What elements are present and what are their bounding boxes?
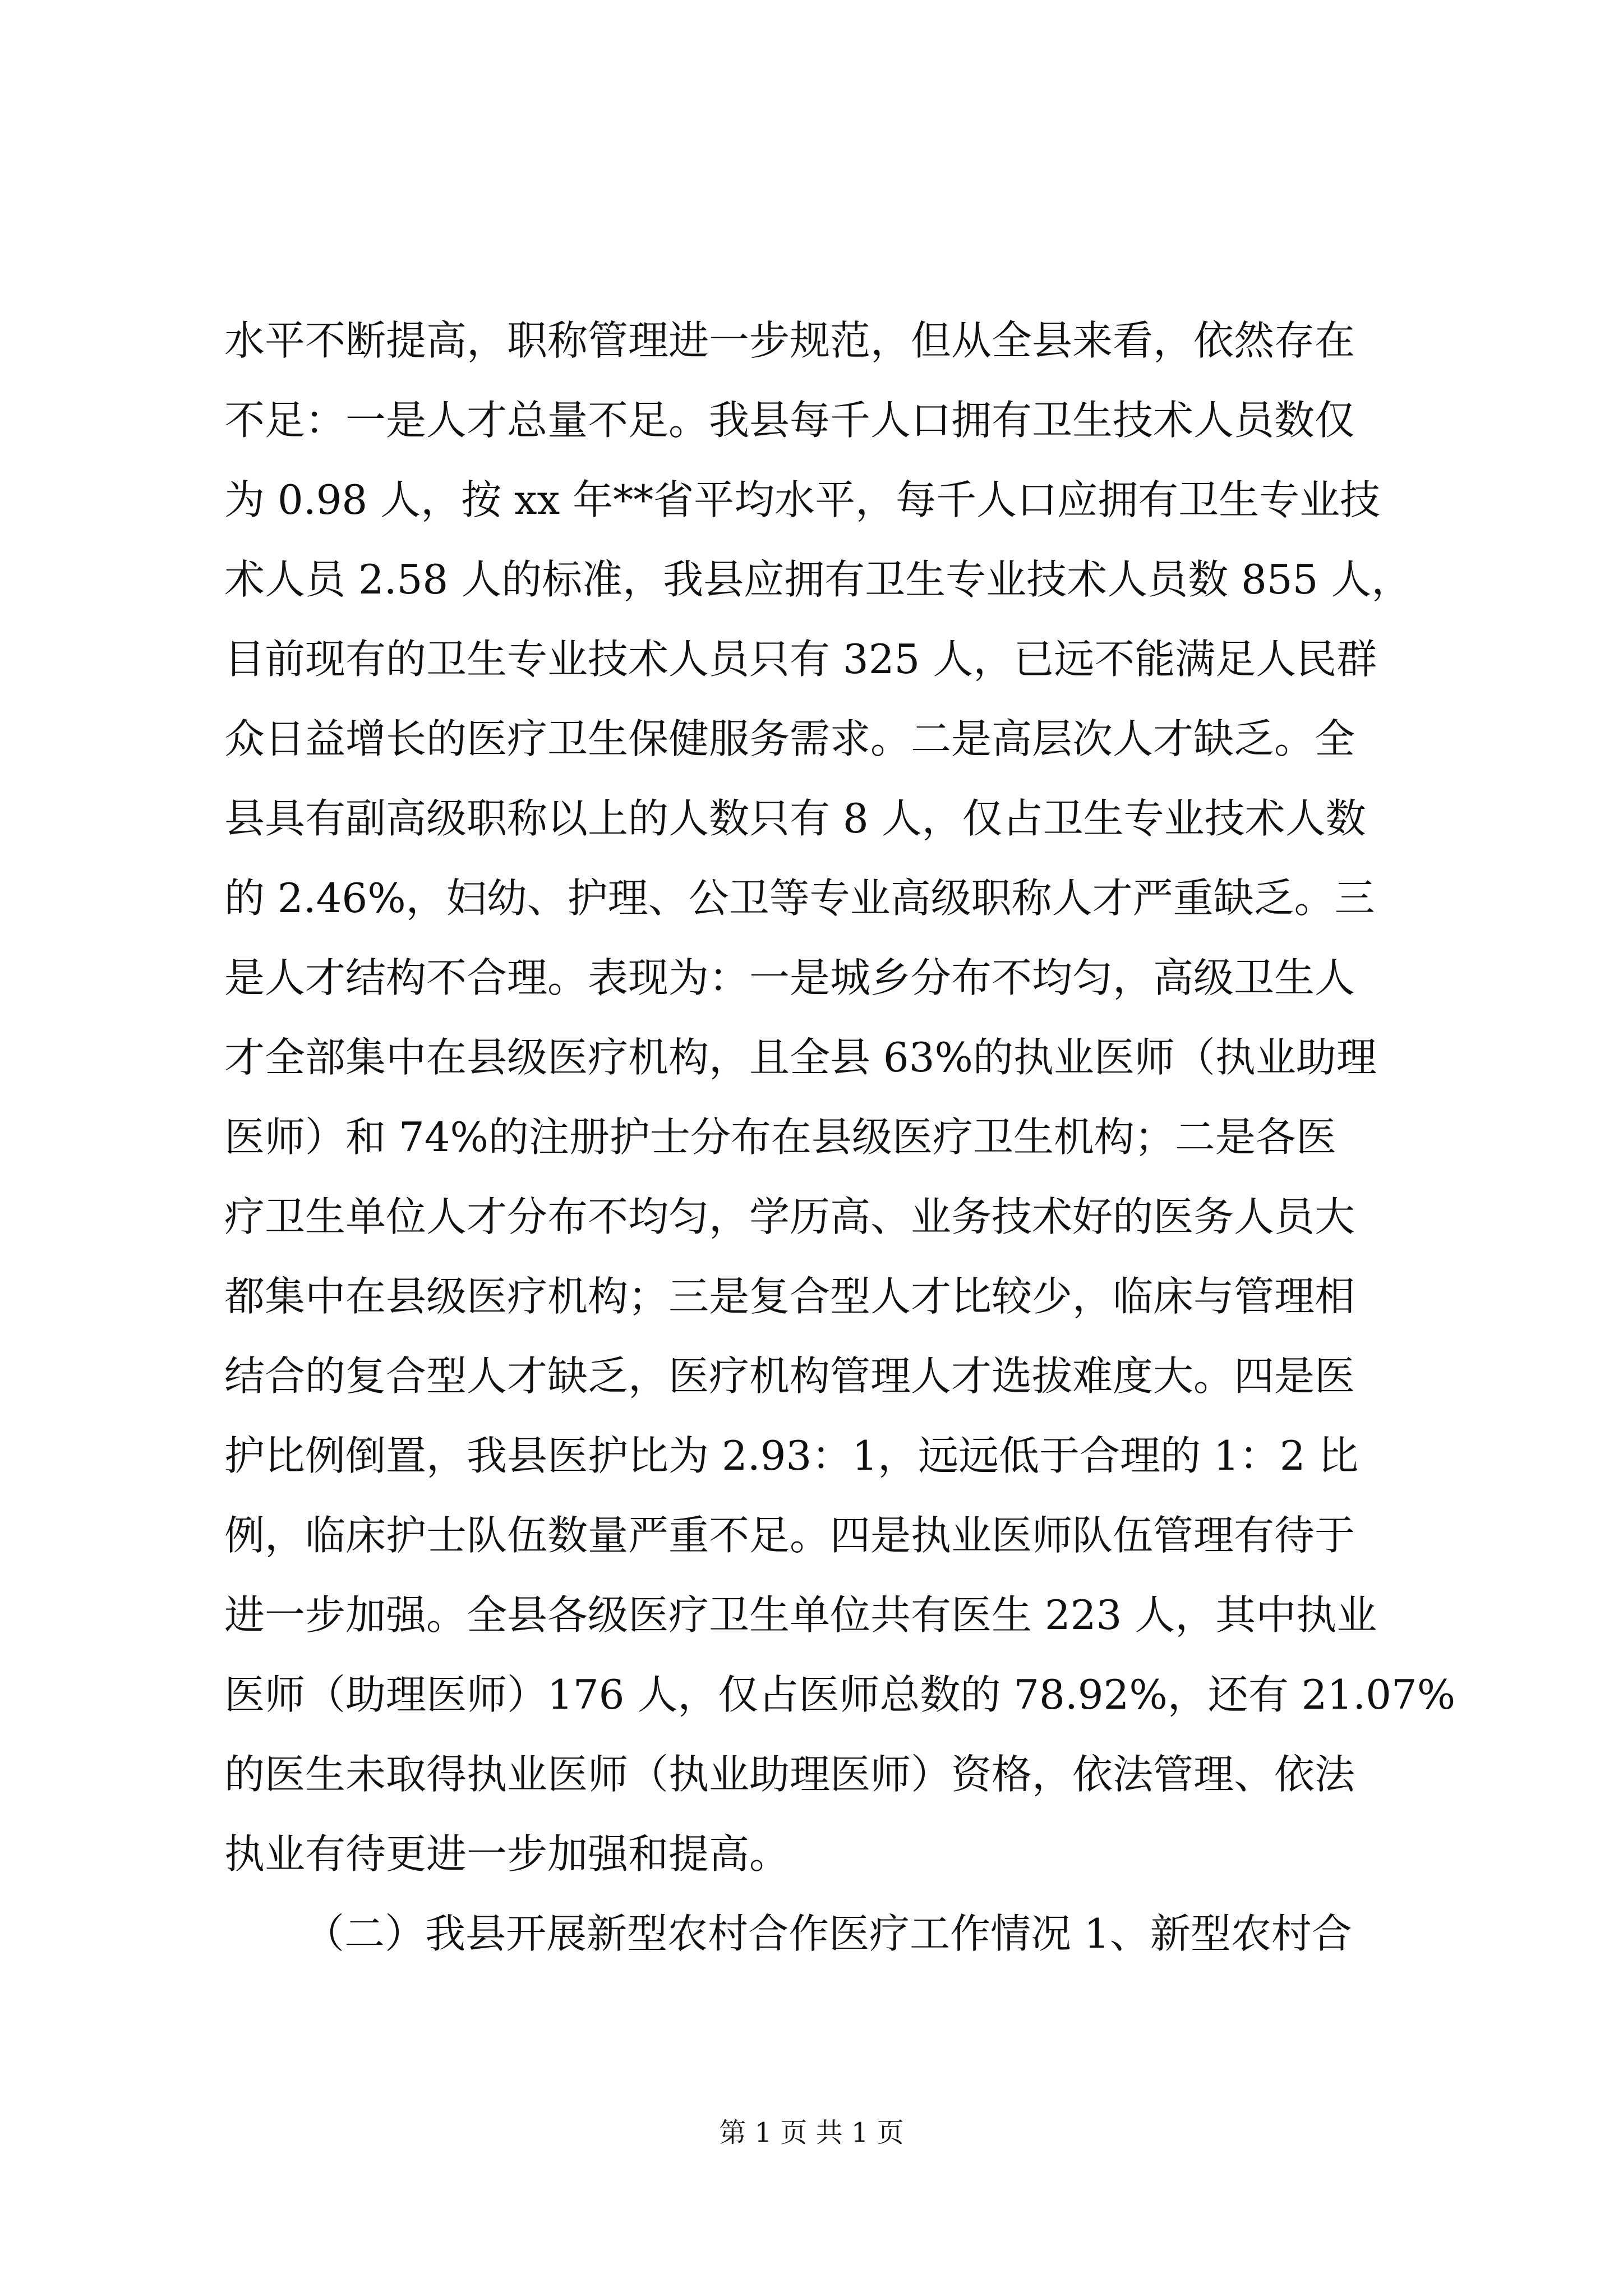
body-text-line: 不足：一是人才总量不足。我县每千人口拥有卫生技术人员数仅	[224, 397, 1355, 444]
body-text-line: 进一步加强。全县各级医疗卫生单位共有医生 223 人，其中执业	[224, 1591, 1377, 1639]
body-text-line: 护比例倒置，我县医护比为 2.93：1，远远低于合理的 1：2 比	[224, 1432, 1359, 1479]
body-text-line: 术人员 2.58 人的标准，我县应拥有卫生专业技术人员数 855 人，	[224, 556, 1412, 603]
body-text-line: 目前现有的卫生专业技术人员只有 325 人，已远不能满足人民群	[224, 636, 1377, 683]
body-text-line: 疗卫生单位人才分布不均匀，学历高、业务技术好的医务人员大	[224, 1193, 1355, 1240]
body-text-line: 医师）和 74%的注册护士分布在县级医疗卫生机构；二是各医	[224, 1114, 1336, 1161]
body-text-line: 的 2.46%，妇幼、护理、公卫等专业高级职称人才严重缺乏。三	[224, 875, 1375, 922]
body-text-line: 众日益增长的医疗卫生保健服务需求。二是高层次人才缺乏。全	[224, 715, 1355, 762]
body-text-line: 是人才结构不合理。表现为：一是城乡分布不均匀，高级卫生人	[224, 954, 1355, 1001]
body-text-line: 水平不断提高，职称管理进一步规范，但从全县来看，依然存在	[224, 317, 1355, 364]
body-text-line: 例，临床护士队伍数量严重不足。四是执业医师队伍管理有待于	[224, 1512, 1355, 1559]
body-text-line: 都集中在县级医疗机构；三是复合型人才比较少，临床与管理相	[224, 1273, 1355, 1320]
body-text-line: 的医生未取得执业医师（执业助理医师）资格，依法管理、依法	[224, 1751, 1355, 1798]
section-heading-line: （二）我县开展新型农村合作医疗工作情况 1、新型农村合	[304, 1910, 1352, 1957]
body-text-line: 医师（助理医师）176 人，仅占医师总数的 78.92%，还有 21.07%	[224, 1671, 1456, 1718]
page-footer: 第 1 页 共 1 页	[719, 2117, 904, 2148]
body-text-line: 结合的复合型人才缺乏，医疗机构管理人才选拔难度大。四是医	[224, 1352, 1355, 1400]
body-text-line: 为 0.98 人，按 xx 年**省平均水平，每千人口应拥有卫生专业技	[224, 476, 1381, 523]
body-text-line: 县具有副高级职称以上的人数只有 8 人，仅占卫生专业技术人数	[224, 795, 1366, 842]
body-text-line: 执业有待更进一步加强和提高。	[224, 1830, 790, 1878]
body-text-line: 才全部集中在县级医疗机构，且全县 63%的执业医师（执业助理	[224, 1034, 1377, 1081]
